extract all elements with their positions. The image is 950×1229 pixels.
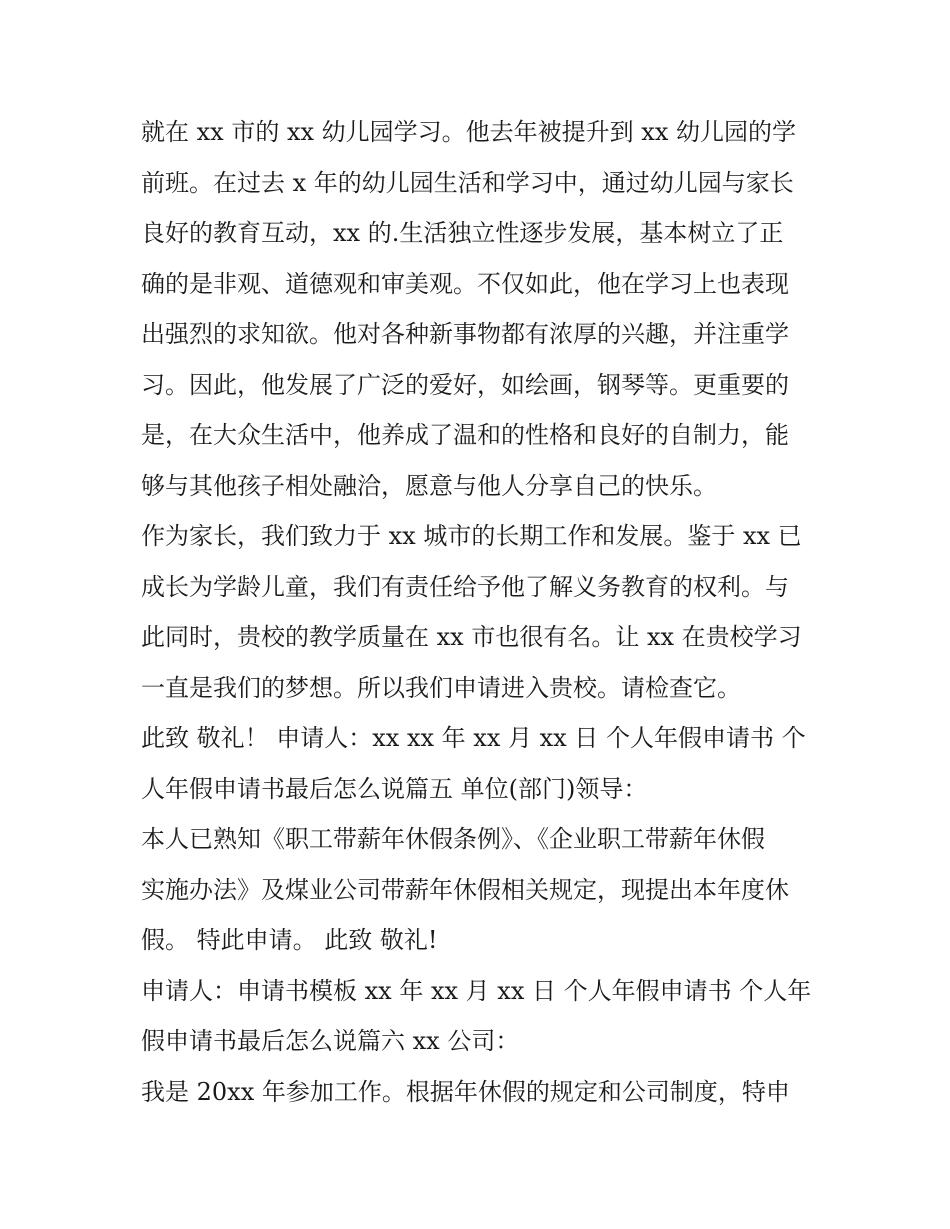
text-line: 成长为学龄儿童，我们有责任给予他了解义务教育的权利。与 [141, 572, 789, 601]
text-line: 是，在大众生活中，他养成了温和的性格和良好的自制力，能 [141, 421, 789, 449]
text-line: 前班。在过去 x 年的幼儿园生活和学习中，通过幼儿园与家长 [141, 168, 794, 197]
text-line: 假申请书最后怎么说篇六 xx 公司： [141, 1027, 520, 1055]
text-line: 申请人：申请书模板 xx 年 xx 月 xx 日 个人年假申请书 个人年 [141, 976, 812, 1005]
text-line: 习。因此，他发展了广泛的爱好，如绘画，钢琴等。更重要的 [141, 370, 789, 399]
text-line: 良好的教育互动，xx 的.生活独立性逐步发展，基本树立了正 [141, 219, 784, 247]
text-line: 出强烈的求知欲。他对各种新事物都有浓厚的兴趣，并注重学 [141, 320, 789, 348]
text-line: 够与其他孩子相处融洽，愿意与他人分享自己的快乐。 [141, 471, 717, 500]
text-line: 此同时，贵校的教学质量在 xx 市也很有名。让 xx 在贵校学习 [141, 623, 802, 651]
text-line: 我是 20xx 年参加工作。根据年休假的规定和公司制度，特申 [141, 1077, 790, 1106]
text-line: 确的是非观、道德观和审美观。不仅如此，他在学习上也表现 [141, 269, 789, 298]
document-body [141, 107, 821, 1117]
text-line: 一直是我们的梦想。所以我们申请进入贵校。请检查它。 [141, 673, 741, 702]
text-line: 人年假申请书最后怎么说篇五 单位(部门)领导： [141, 774, 648, 803]
text-line: 就在 xx 市的 xx 幼儿园学习。他去年被提升到 xx 幼儿园的学 [141, 118, 796, 146]
text-line: 作为家长，我们致力于 xx 城市的长期工作和发展。鉴于 xx 已 [141, 522, 802, 550]
text-line: 此致 敬礼！ 申请人：xx xx 年 xx 月 xx 日 个人年假申请书 个 [141, 724, 806, 752]
text-line: 假。 特此申请。 此致 敬礼! [141, 926, 438, 954]
text-line: 本人已熟知《职工带薪年休假条例》、《企业职工带薪年休假 [141, 825, 765, 853]
text-line: 实施办法》及煤业公司带薪年休假相关规定，现提出本年度休 [141, 875, 789, 904]
